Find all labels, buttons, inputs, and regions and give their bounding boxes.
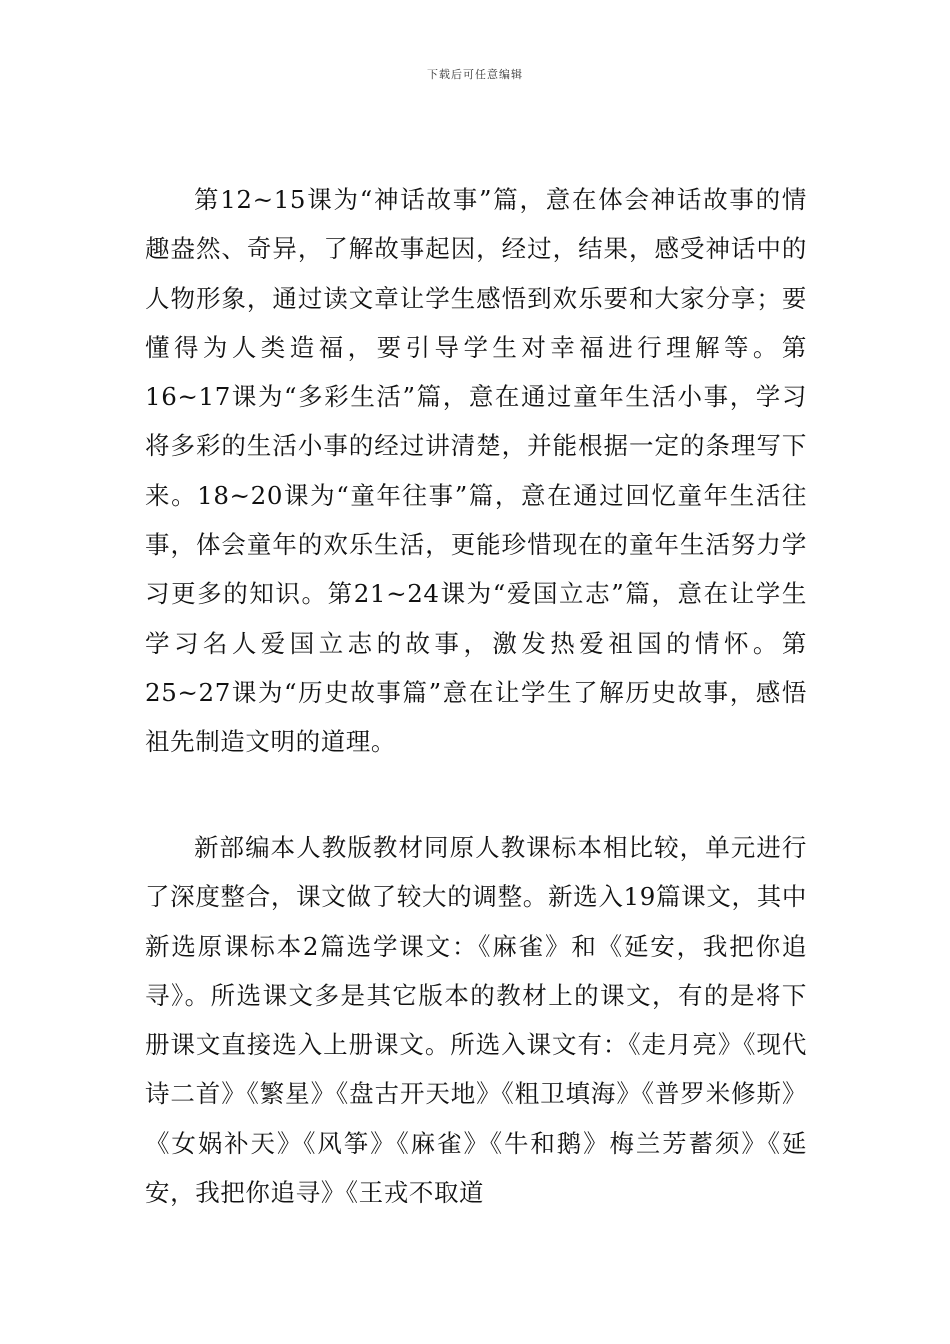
header-note: 下载后可任意编辑 (427, 68, 523, 81)
paragraph-text: 新部编本人教版教材同原人教课标本相比较，单元进行了深度整合，课文做了较大的调整。新选入19篇课文，其中新选原课标本2篇选学课文：《麻雀》和《延安，我把你追寻》。所选课文多是其它版本的教材上的课文，有的是将下册课文直接选入上册课文。所选入课文有：《走月亮》《现代诗二首》《繁星》《盘古开天地》《粗卫填海》《普罗米修斯》《女娲补天》《风筝》《麻雀》《牛和鹅》梅兰芳蓄须》《延安，我把你追寻》《王戎不取道 (145, 833, 807, 1208)
paragraph-text: 第12~15课为“神话故事”篇，意在体会神话故事的情趣盎然、奇异，了解故事起因，经过，结果，感受神话中的人物形象，通过读文章让学生感悟到欢乐要和大家分享；要懂得为人类造福，要引导学生对幸福进行理解等。第16~17课为“多彩生活”篇，意在通过童年生活小事，学习将多彩的生活小事的经过讲清楚，并能根据一定的条理写下来。18~20课为“童年往事”篇，意在通过回忆童年生活往事，体会童年的欢乐生活，更能珍惜现在的童年生活努力学习更多的知识。第21~24课为“爱国立志”篇，意在让学生学习名人爱国立志的故事，激发热爱祖国的情怀。第25~27课为“历史故事篇”意在让学生了解历史故事，感悟祖先制造文明的道理。 (145, 185, 807, 757)
